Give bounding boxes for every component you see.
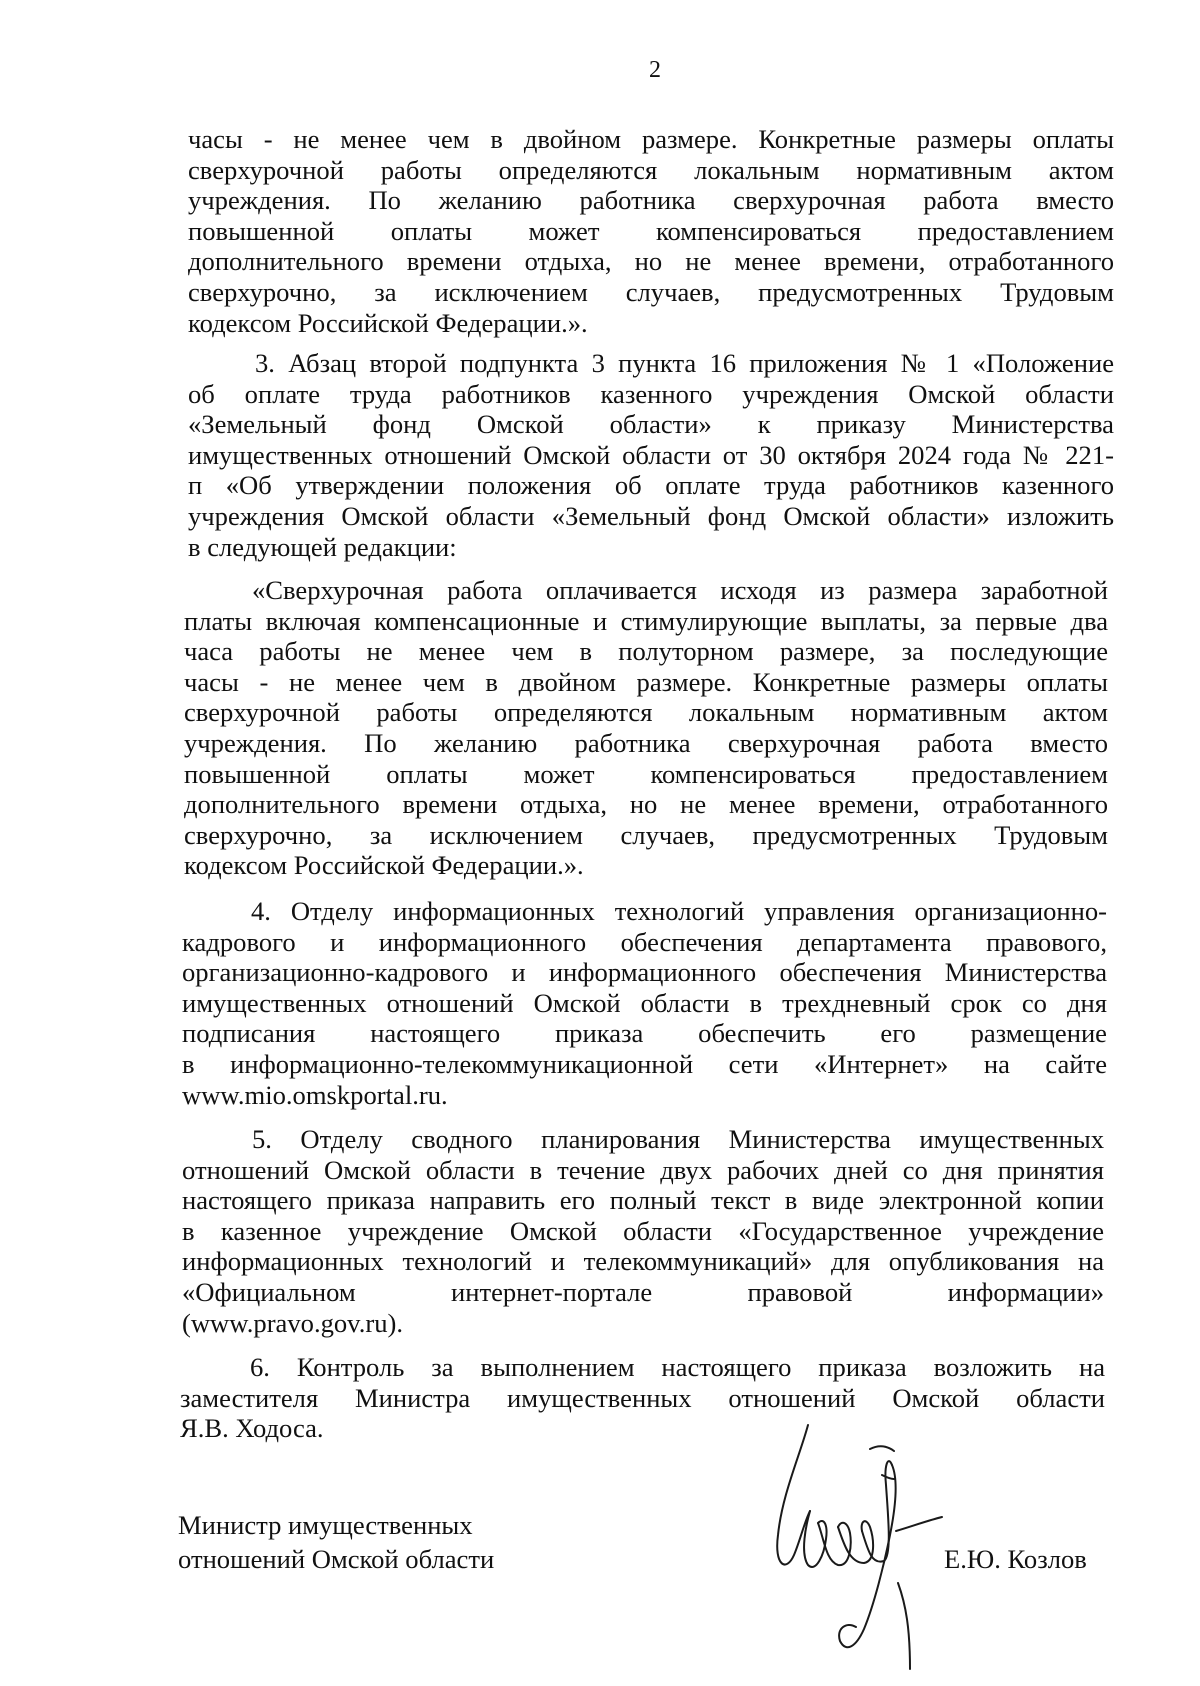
text-line: сверхурочной работы определяются локальным нормативным актом	[184, 697, 1108, 728]
text-line: кадрового и информационного обеспечения департамента правового,	[182, 926, 1107, 957]
quoted-paragraph	[184, 575, 1108, 881]
text-line: 4. Отделу информационных технологий управления организационно-	[251, 896, 1107, 926]
text-line: п «Об утверждении положения об оплате труда работников казенного	[188, 470, 1114, 501]
page-number: 2	[649, 57, 661, 83]
text-line: настоящего приказа направить его полный текст в виде электронной копии	[182, 1185, 1104, 1216]
text-line: организационно-кадрового и информационного обеспечения Министерства	[182, 957, 1107, 988]
text-line: «Сверхурочная работа оплачивается исходя из размера заработной	[252, 575, 1108, 605]
text-line: учреждения. По желанию работника сверхурочная работа вместо	[184, 727, 1108, 758]
text-line: повышенной оплаты может компенсироваться предоставлением	[184, 758, 1108, 789]
text-line: кодексом Российской Федерации.».	[188, 307, 588, 338]
paragraph-item-3	[188, 348, 1114, 562]
text-line: кодексом Российской Федерации.».	[184, 850, 584, 881]
text-line: заместителя Министра имущественных отношений Омской области	[180, 1382, 1105, 1413]
text-line: часы - не менее чем в двойном размере. Конкретные размеры оплаты	[184, 666, 1108, 697]
text-line: «Официальном интернет-портале правовой информации»	[182, 1276, 1104, 1307]
signer-name: Е.Ю. Козлов	[944, 1544, 1087, 1574]
text-line: информационных технологий и телекоммуникаций» для опубликования на	[182, 1246, 1104, 1277]
text-line: учреждения. По желанию работника сверхурочная работа вместо	[188, 185, 1114, 216]
text-line: сверхурочно, за исключением случаев, предусмотренных Трудовым	[184, 819, 1108, 850]
text-line: подписания настоящего приказа обеспечить его размещение	[182, 1018, 1107, 1049]
text-line: повышенной оплаты может компенсироваться предоставлением	[188, 215, 1114, 246]
handwritten-signature	[760, 1415, 1000, 1685]
text-line: имущественных отношений Омской области в трехдневный срок со дня	[182, 987, 1107, 1018]
text-line: (www.pravo.gov.ru).	[182, 1307, 404, 1338]
text-line: 3. Абзац второй подпункта 3 пункта 16 приложения № 1 «Положение	[255, 348, 1114, 378]
text-line: учреждения Омской области «Земельный фонд Омской области» изложить	[188, 500, 1114, 531]
text-line: в информационно-телекоммуникационной сети «Интернет» на сайте	[182, 1048, 1107, 1079]
signature-position-line-2: отношений Омской области	[178, 1544, 495, 1574]
signature-position-line-1: Министр имущественных	[178, 1510, 473, 1540]
text-line: платы включая компенсационные и стимулирующие выплаты, за первые два	[184, 605, 1108, 636]
text-line: Я.В. Ходоса.	[180, 1413, 324, 1444]
paragraph-item-4	[182, 896, 1107, 1110]
text-line: часа работы не менее чем в полуторном размере, за последующие	[184, 636, 1108, 667]
text-line: об оплате труда работников казенного учреждения Омской области	[188, 378, 1114, 409]
text-line: дополнительного времени отдыха, но не менее времени, отработанного	[184, 789, 1108, 820]
text-line: отношений Омской области в течение двух рабочих дней со дня принятия	[182, 1154, 1104, 1185]
text-line: 6. Контроль за выполнением настоящего приказа возложить на	[250, 1352, 1105, 1382]
text-line: «Земельный фонд Омской области» к приказу Министерства	[188, 409, 1114, 440]
paragraph-item-5	[182, 1124, 1104, 1338]
text-line: сверхурочной работы определяются локальным нормативным актом	[188, 154, 1114, 185]
paragraph-continuation	[188, 124, 1114, 338]
text-line: дополнительного времени отдыха, но не менее времени, отработанного	[188, 246, 1114, 277]
text-line: в казенное учреждение Омской области «Государственное учреждение	[182, 1215, 1104, 1246]
text-line: в следующей редакции:	[188, 531, 457, 562]
text-line: имущественных отношений Омской области от 30 октября 2024 года № 221-	[188, 439, 1114, 470]
text-line: 5. Отделу сводного планирования Министерства имущественных	[252, 1124, 1104, 1154]
text-line: www.mio.omskportal.ru.	[182, 1079, 448, 1110]
text-line: часы - не менее чем в двойном размере. Конкретные размеры оплаты	[188, 124, 1114, 154]
text-line: сверхурочно, за исключением случаев, предусмотренных Трудовым	[188, 276, 1114, 307]
